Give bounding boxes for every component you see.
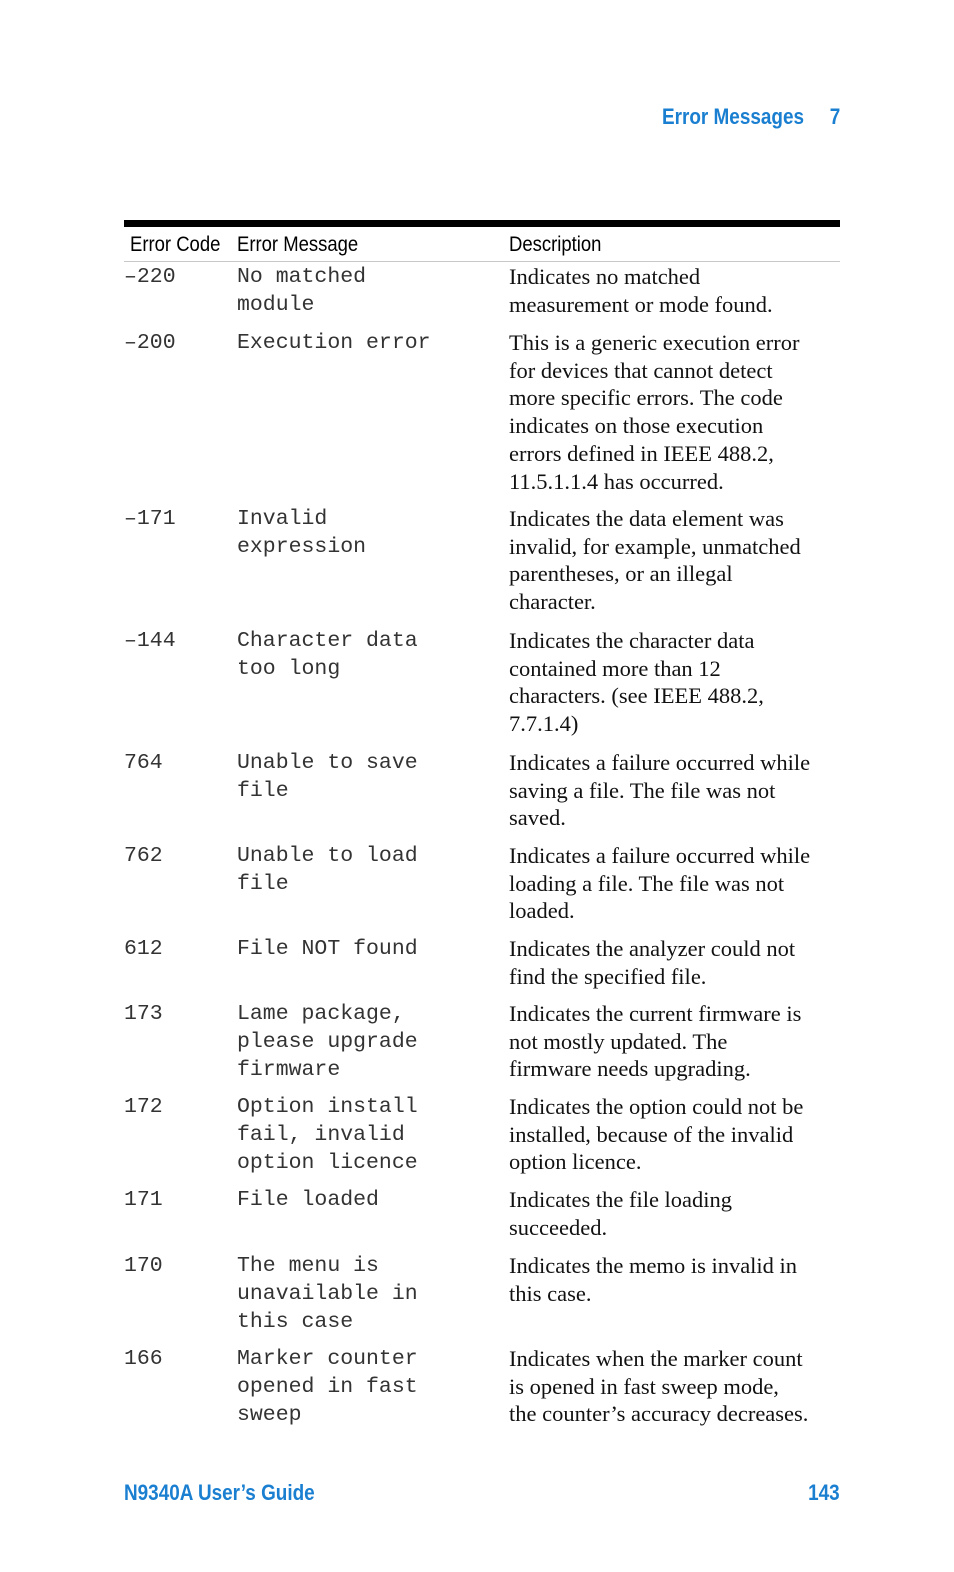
error-message-cell: Character data too long [237, 629, 418, 681]
error-message-cell: Invalid expression [237, 507, 367, 559]
error-message-cell: Option install fail, invalid option licence [237, 1095, 418, 1175]
error-code-cell: 172 [124, 1095, 163, 1119]
table-header-row [124, 227, 840, 262]
description-cell: Indicates the current firmware is not mostly updated. The firmware needs upgrading. [509, 1001, 802, 1082]
table-top-rule [124, 220, 840, 227]
error-message-cell: Unable to load file [237, 844, 418, 896]
column-header-error-message: Error Message [237, 233, 359, 256]
error-code-cell: 762 [124, 844, 163, 868]
description-cell: Indicates a failure occurred while loading a file. The file was not loaded. [509, 843, 811, 924]
chapter-number: 7 [829, 104, 840, 129]
description-cell: Indicates the analyzer could not find the specified file. [509, 936, 796, 989]
error-message-cell: Execution error [237, 331, 431, 355]
description-cell: Indicates the file loading succeeded. [509, 1187, 733, 1240]
description-cell: Indicates the option could not be installed, because of the invalid option licence. [509, 1094, 804, 1175]
description-cell: Indicates the character data contained more than 12 characters. (see IEEE 488.2, 7.7.1.4) [509, 628, 764, 737]
error-message-cell: File loaded [237, 1188, 379, 1212]
column-header-error-code: Error Code [130, 233, 221, 256]
page-header [662, 104, 840, 130]
section-title: Error Messages [661, 104, 804, 129]
error-code-cell: 166 [124, 1347, 163, 1371]
error-code-cell: –200 [124, 331, 176, 355]
error-message-cell: The menu is unavailable in this case [237, 1254, 418, 1334]
guide-title: N9340A User’s Guide [124, 1480, 315, 1505]
description-cell: Indicates the data element was invalid, for example, unmatched parentheses, or an illegal character. [509, 506, 801, 615]
error-code-cell: 171 [124, 1188, 163, 1212]
error-message-cell: File NOT found [237, 937, 418, 961]
column-header-description: Description [509, 233, 602, 256]
error-message-cell: Unable to save file [237, 751, 418, 803]
error-message-cell: Lame package, please upgrade firmware [237, 1002, 418, 1082]
error-code-cell: –144 [124, 629, 176, 653]
page-number: 143 [808, 1480, 840, 1505]
error-message-cell: Marker counter opened in fast sweep [237, 1347, 418, 1427]
description-cell: Indicates no matched measurement or mode found. [509, 264, 773, 317]
error-code-cell: 764 [124, 751, 163, 775]
error-code-cell: 173 [124, 1002, 163, 1026]
description-cell: This is a generic execution error for devices that cannot detect more specific errors. The code indicates on those execution errors defined in IEEE 488.2, 11.5.1.1.4 has occurred. [509, 330, 800, 494]
error-code-cell: –220 [124, 265, 176, 289]
description-cell: Indicates the memo is invalid in this case. [509, 1253, 798, 1306]
error-code-cell: 170 [124, 1254, 163, 1278]
error-code-cell: –171 [124, 507, 176, 531]
error-table [124, 220, 840, 1427]
description-cell: Indicates a failure occurred while saving a file. The file was not saved. [509, 750, 811, 831]
description-cell: Indicates when the marker count is opened in fast sweep mode, the counter’s accuracy decreases. [509, 1346, 809, 1427]
error-code-cell: 612 [124, 937, 163, 961]
error-message-cell: No matched module [237, 265, 367, 317]
